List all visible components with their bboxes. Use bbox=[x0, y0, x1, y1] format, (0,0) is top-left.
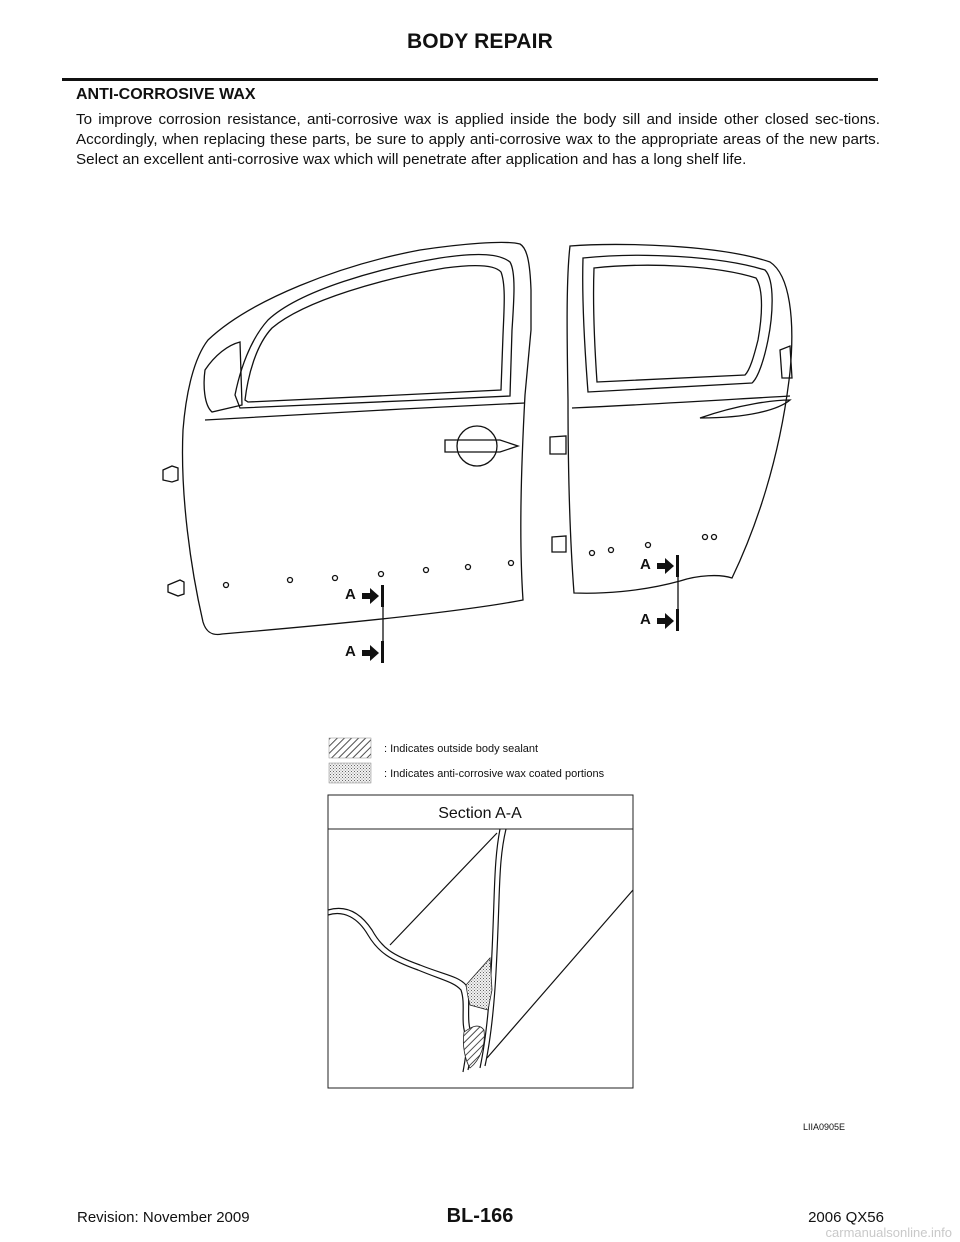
front-door-hinge-lower bbox=[168, 580, 184, 596]
rear-door-window-inner bbox=[594, 265, 762, 382]
rear-door-handle bbox=[700, 400, 790, 418]
front-door-handle-cup bbox=[457, 426, 497, 466]
front-door-handle bbox=[445, 440, 518, 452]
legend-swatch-wax bbox=[329, 763, 371, 783]
front-door-hole bbox=[224, 583, 229, 588]
watermark: carmanualsonline.info bbox=[825, 1225, 952, 1240]
rear-door-hole bbox=[703, 535, 708, 540]
figure-code: LIIA0905E bbox=[803, 1122, 846, 1132]
section-marker-label: A bbox=[345, 586, 356, 603]
legend-swatch-sealant bbox=[329, 738, 371, 758]
legend-wax-text: : Indicates anti-corrosive wax coated portions bbox=[384, 768, 605, 780]
section-aa-title: Section A-A bbox=[438, 805, 522, 822]
front-door-hole bbox=[333, 576, 338, 581]
front-door-hole bbox=[424, 568, 429, 573]
section-marker-label: A bbox=[345, 643, 356, 660]
rear-door-hole bbox=[590, 551, 595, 556]
rear-door-hole bbox=[609, 548, 614, 553]
rear-door-hinge-lower bbox=[552, 536, 566, 552]
section-marker-rear-upper bbox=[640, 555, 679, 577]
footer-page-number: BL-166 bbox=[446, 1205, 514, 1227]
rear-door-hinge-upper bbox=[550, 436, 566, 454]
front-door-outline bbox=[183, 242, 531, 634]
rear-door-window-outer bbox=[583, 255, 772, 392]
rear-door-hole bbox=[712, 535, 717, 540]
rear-door-hole bbox=[646, 543, 651, 548]
legend-sealant-text: : Indicates outside body sealant bbox=[384, 743, 539, 755]
front-door-mirror-patch bbox=[204, 342, 242, 412]
section-marker-label: A bbox=[640, 611, 651, 628]
section-marker-rear-lower bbox=[640, 609, 679, 631]
section-marker-label: A bbox=[640, 556, 651, 573]
front-door-belt-line bbox=[205, 403, 525, 420]
front-door-hole bbox=[509, 561, 514, 566]
section-heading: ANTI-CORROSIVE WAX bbox=[76, 86, 256, 103]
body-paragraph: To improve corrosion resistance, anti-corrosive wax is applied inside the body sill and inside other closed sec-tions. Accordingly, when replacing these parts, be sure to apply anti-corrosive wax to the appropriate areas of the new parts. Select an excellent anti-corrosive wax which will penetrate after application and has a long shelf life. bbox=[76, 111, 880, 168]
page-header-title: BODY REPAIR bbox=[406, 30, 554, 53]
section-aa-box bbox=[328, 795, 633, 1088]
front-door-hole bbox=[288, 578, 293, 583]
front-door-hole bbox=[466, 565, 471, 570]
footer-revision: Revision: November 2009 bbox=[77, 1209, 250, 1226]
front-door-hole bbox=[379, 572, 384, 577]
front-door-hinge-upper bbox=[163, 466, 178, 482]
front-door-window-inner bbox=[245, 266, 504, 402]
front-door-window-outer bbox=[235, 255, 514, 408]
footer-model: 2006 QX56 bbox=[808, 1209, 884, 1226]
rear-door-outline bbox=[567, 244, 792, 593]
section-marker-front-upper bbox=[345, 585, 384, 607]
section-marker-front-lower bbox=[345, 641, 384, 663]
rear-door-belt-line bbox=[572, 396, 790, 408]
